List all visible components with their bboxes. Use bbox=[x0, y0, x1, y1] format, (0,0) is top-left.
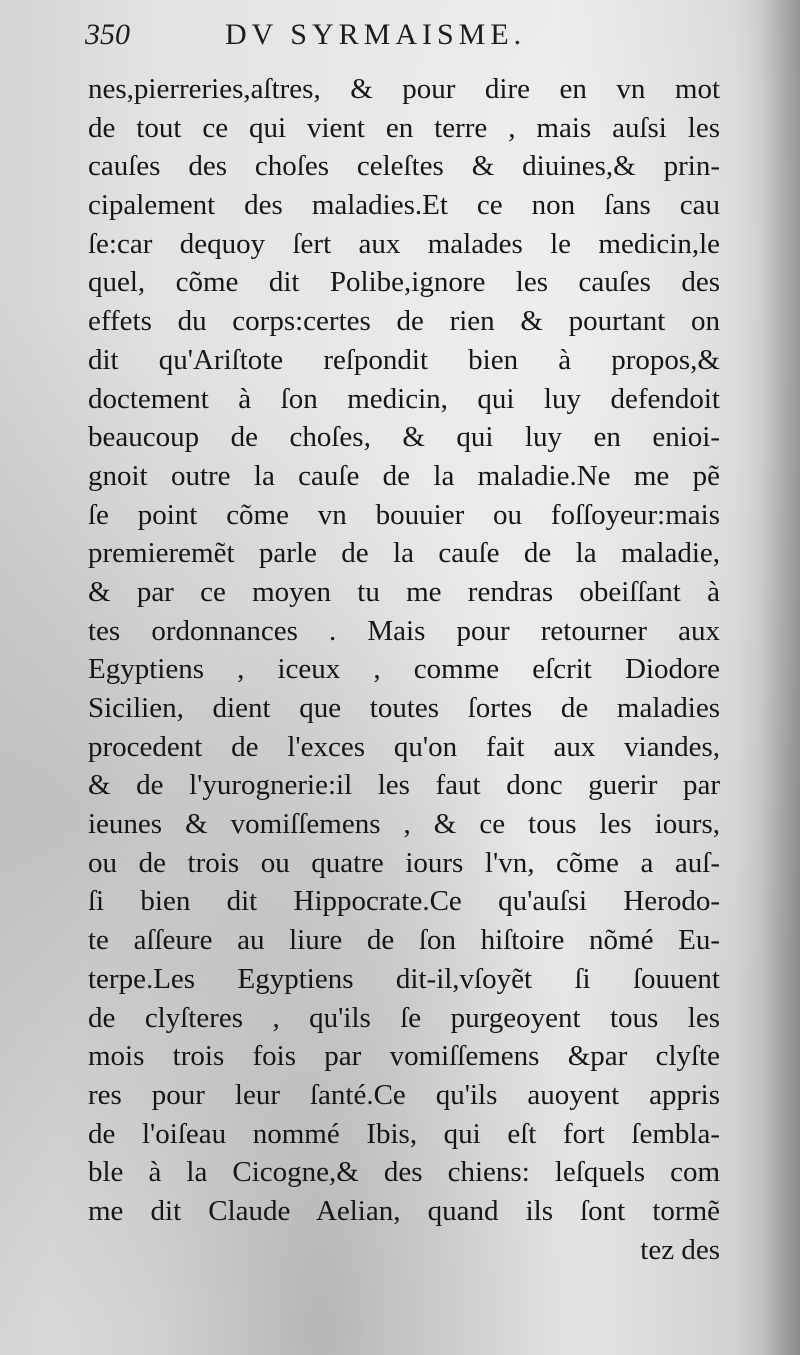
text-line: beaucoup de choſes, & qui luy en enioi- bbox=[88, 421, 720, 454]
text-line: premieremẽt parle de la cauſe de la maladie, bbox=[88, 537, 720, 570]
text-line: ſe:car dequoy ſert aux malades le medicin,le bbox=[88, 227, 720, 260]
text-line: ou de trois ou quatre iours l'vn, cõme a auſ- bbox=[88, 846, 720, 879]
text-line: dit qu'Ariſtote reſpondit bien à propos,& bbox=[88, 343, 720, 376]
text-line: nes,pierreries,aſtres, & pour dire en vn mot bbox=[88, 73, 720, 105]
text-line: mois trois fois par vomiſſemens &par clyſte bbox=[88, 1040, 720, 1073]
text-line: cipalement des maladies.Et ce non ſans cau bbox=[88, 189, 720, 222]
text-line: tes ordonnances . Mais pour retourner aux bbox=[88, 614, 720, 647]
body-text bbox=[88, 70, 720, 1269]
text-line: doctement à ſon medicin, qui luy defendoit bbox=[88, 382, 720, 415]
text-line: ſi bien dit Hippocrate.Ce qu'auſsi Herodo- bbox=[88, 885, 720, 918]
text-line: & de l'yurognerie:il les faut donc guerir par bbox=[88, 769, 720, 802]
text-line: ble à la Cicogne,& des chiens: leſquels com bbox=[88, 1156, 720, 1189]
text-line: de clyſteres , qu'ils ſe purgeoyent tous les bbox=[88, 1001, 720, 1034]
text-line: te aſſeure au liure de ſon hiſtoire nõmé Eu- bbox=[88, 924, 720, 957]
page-number: 350 bbox=[85, 18, 130, 51]
text-line: Sicilien, dient que toutes ſortes de maladies bbox=[88, 692, 720, 724]
page-header bbox=[85, 18, 725, 58]
text-line: & par ce moyen tu me rendras obeiſſant à bbox=[88, 575, 720, 608]
text-line: quel, cõme dit Polibe,ignore les cauſes des bbox=[88, 266, 720, 299]
text-line: terpe.Les Egyptiens dit-il,vſoyẽt ſi ſouuent bbox=[88, 962, 720, 995]
text-line: de l'oiſeau nommé Ibis, qui eſt fort ſembla- bbox=[88, 1117, 720, 1150]
running-title: DV SYRMAISME. bbox=[225, 18, 527, 51]
text-line: res pour leur ſanté.Ce qu'ils auoyent appris bbox=[88, 1078, 720, 1111]
text-line: de tout ce qui vient en terre , mais auſsi les bbox=[88, 111, 720, 144]
text-line: effets du corps:certes de rien & pourtant on bbox=[88, 305, 720, 338]
catchword-line: tez des bbox=[640, 1233, 720, 1266]
text-line: gnoit outre la cauſe de la maladie.Ne me pẽ bbox=[88, 459, 720, 492]
text-line: ieunes & vomiſſemens , & ce tous les iours, bbox=[88, 808, 720, 841]
text-line: cauſes des choſes celeſtes & diuines,& prin- bbox=[88, 150, 720, 183]
text-line: procedent de l'exces qu'on fait aux viandes, bbox=[88, 730, 720, 763]
page-edge-shadow bbox=[760, 0, 800, 1355]
text-line: me dit Claude Aelian, quand ils ſont tormẽ bbox=[88, 1194, 720, 1227]
text-line: ſe point cõme vn bouuier ou foſſoyeur:mais bbox=[88, 498, 720, 531]
text-line: Egyptiens , iceux , comme eſcrit Diodore bbox=[88, 653, 720, 686]
